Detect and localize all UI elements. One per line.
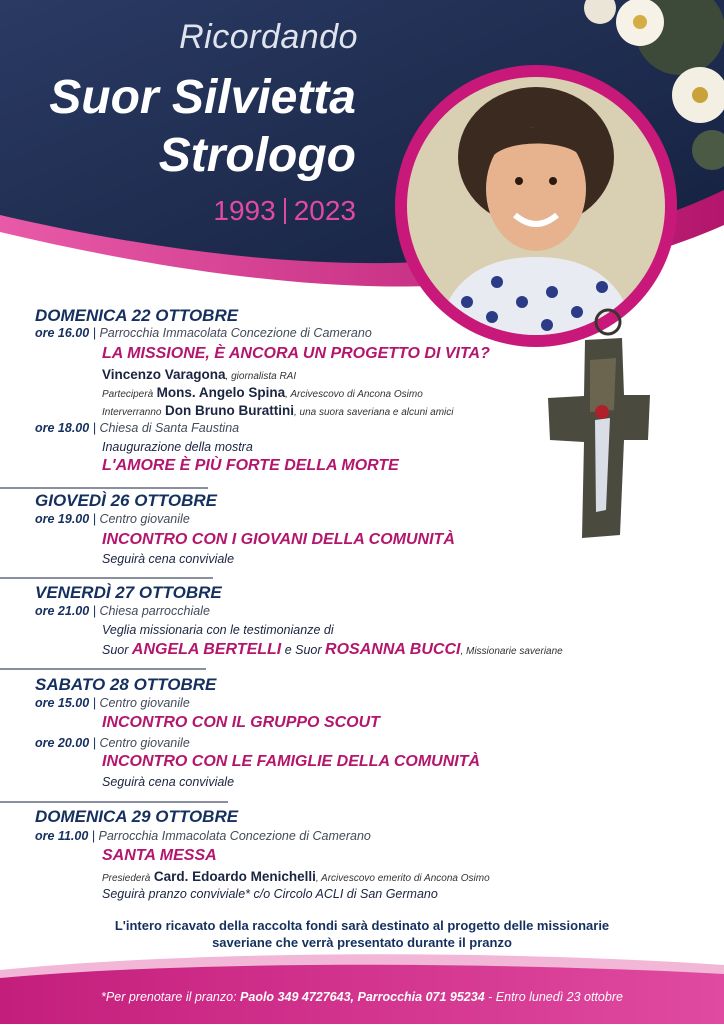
- year-separator: [284, 198, 286, 224]
- event-description: Seguirà pranzo conviviale* c/o Circolo ACLI di San Germano: [102, 887, 438, 901]
- speaker-line: Interverranno Don Bruno Burattini, una suora saveriana e alcuni amici: [102, 403, 454, 418]
- footer-banner: [0, 950, 724, 1024]
- day-heading: GIOVEDÌ 26 OTTOBRE: [35, 491, 218, 510]
- event-description: Seguirà cena conviviale: [102, 775, 235, 789]
- testimony-line: Suor ANGELA BERTELLI e Suor ROSANNA BUCCI, Missionarie saveriane: [102, 641, 563, 658]
- day-heading: DOMENICA 22 OTTOBRE: [35, 306, 239, 325]
- divider: [0, 487, 208, 489]
- anniversary-years: [213, 195, 356, 227]
- wooden-cross-image: [540, 300, 650, 550]
- event-time-place: ore 19.00 | Centro giovanile: [35, 512, 190, 526]
- honoree-name-last: Strologo: [158, 129, 356, 182]
- event-title: LA MISSIONE, È ANCORA UN PROGETTO DI VITA?: [102, 345, 490, 362]
- event-time-place: ore 15.00 | Centro giovanile: [35, 696, 190, 710]
- reservation-info: *Per prenotare il pranzo: Paolo 349 4727643, Parrocchia 071 95234 - Entro lunedì 23 ottobre: [101, 990, 623, 1004]
- honoree-name-first: Suor Silvietta: [49, 71, 356, 124]
- event-time-place: ore 16.00 | Parrocchia Immacolata Concezione di Camerano: [35, 326, 372, 340]
- event-time-place: ore 21.00 | Chiesa parrocchiale: [35, 604, 210, 618]
- speaker-line: Vincenzo Varagona, giornalista RAI: [102, 367, 297, 382]
- day-heading: DOMENICA 29 OTTOBRE: [35, 807, 239, 826]
- event-time-place: ore 11.00 | Parrocchia Immacolata Concezione di Camerano: [35, 829, 371, 843]
- year-start: 1993: [213, 195, 276, 226]
- event-time-place: ore 20.00 | Centro giovanile: [35, 736, 190, 750]
- day-heading: SABATO 28 OTTOBRE: [35, 675, 217, 694]
- event-time-place: ore 18.00 | Chiesa di Santa Faustina: [35, 421, 240, 435]
- event-description: Seguirà cena conviviale: [102, 552, 235, 566]
- event-title: SANTA MESSA: [102, 847, 217, 864]
- header-kicker: Ricordando: [179, 18, 358, 56]
- year-end: 2023: [293, 195, 356, 226]
- event-description: Inaugurazione della mostra: [102, 440, 253, 454]
- portrait-photo: [407, 77, 665, 335]
- speaker-line: Parteciperà Mons. Angelo Spina, Arcivescovo di Ancona Osimo: [102, 385, 423, 400]
- event-title: L'AMORE È PIÙ FORTE DELLA MORTE: [102, 457, 399, 474]
- fundraising-note: [0, 917, 724, 951]
- event-title: INCONTRO CON LE FAMIGLIE DELLA COMUNITÀ: [102, 753, 481, 770]
- divider: [0, 668, 206, 670]
- divider: [0, 801, 228, 803]
- presider-line: Presiederà Card. Edoardo Menichelli, Arcivescovo emerito di Ancona Osimo: [102, 869, 490, 884]
- day-heading: VENERDÌ 27 OTTOBRE: [35, 583, 222, 602]
- event-title: INCONTRO CON IL GRUPPO SCOUT: [102, 714, 380, 731]
- note-line-1: L'intero ricavato della raccolta fondi sarà destinato al progetto delle missionarie: [114, 918, 610, 933]
- note-line-2: saveriane che verrà presentato durante il pranzo: [212, 935, 512, 950]
- event-title: INCONTRO CON I GIOVANI DELLA COMUNITÀ: [102, 531, 455, 548]
- divider: [0, 577, 213, 579]
- event-description: Veglia missionaria con le testimonianze di: [102, 623, 334, 637]
